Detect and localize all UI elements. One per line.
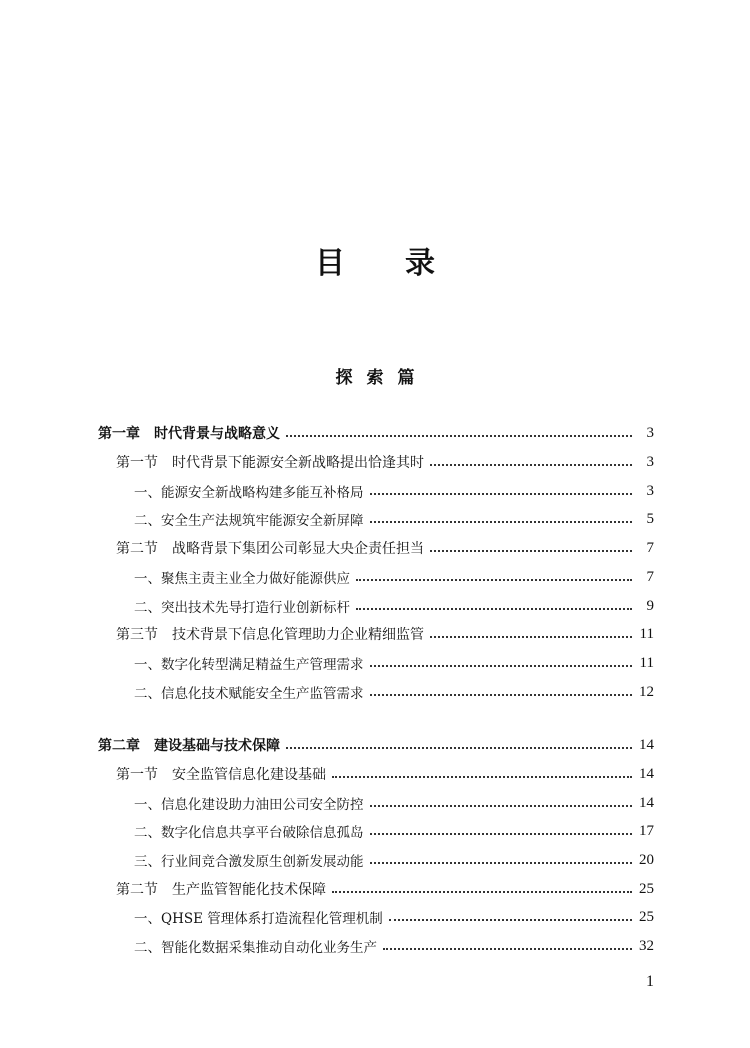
dot-leader: [430, 550, 632, 552]
toc-text: 三、行业间竞合激发原生创新发展动能: [134, 854, 364, 870]
dot-leader: [370, 665, 633, 667]
toc-page: 5: [646, 510, 654, 527]
toc-page: 11: [639, 654, 654, 671]
dot-leader: [286, 435, 632, 437]
dot-leader: [370, 493, 633, 495]
dot-leader: [389, 919, 632, 921]
toc-page: 3: [646, 482, 654, 499]
page-number: 1: [646, 973, 654, 990]
toc-text: 生产监管智能化技术保障: [172, 882, 326, 898]
dot-leader: [332, 891, 632, 893]
toc-row[interactable]: [134, 848, 654, 872]
part-title: 探索篇: [335, 368, 429, 388]
toc-text: 技术背景下信息化管理助力企业精细监管: [172, 627, 424, 643]
dot-leader: [286, 747, 632, 749]
dot-leader: [370, 521, 633, 523]
toc-page: 7: [646, 539, 654, 556]
toc-row[interactable]: [134, 479, 654, 503]
toc-page: 17: [639, 822, 654, 839]
toc-page: 14: [639, 794, 654, 811]
dot-leader: [370, 805, 633, 807]
toc-num: 第三节: [116, 627, 158, 643]
toc-num: 第一节: [116, 767, 158, 783]
toc-text: 二、数字化信息共享平台破除信息孤岛: [134, 825, 364, 841]
toc-num: 第一章: [98, 426, 140, 442]
dot-leader: [370, 694, 633, 696]
toc-page: 25: [639, 908, 654, 925]
toc-num: 第二节: [116, 882, 158, 898]
toc-page: 3: [646, 453, 654, 470]
dot-leader: [332, 776, 632, 778]
toc-num: 第二章: [98, 738, 140, 754]
toc-text: 战略背景下集团公司彰显大央企责任担当: [172, 541, 424, 557]
toc-page: 20: [639, 851, 654, 868]
toc-text: 建设基础与技术保障: [154, 738, 280, 754]
toc-text: 二、信息化技术赋能安全生产监管需求: [134, 686, 364, 702]
toc-page: 11: [639, 625, 654, 642]
toc-row[interactable]: [116, 762, 654, 786]
toc-text: 一、聚焦主责主业全力做好能源供应: [134, 571, 350, 587]
toc-page: 12: [639, 683, 654, 700]
toc-row[interactable]: [134, 791, 654, 815]
toc-text: 一、数字化转型满足精益生产管理需求: [134, 657, 364, 673]
dot-leader: [370, 862, 633, 864]
dot-leader: [356, 579, 632, 581]
toc-row[interactable]: [116, 450, 654, 474]
toc-row[interactable]: [134, 905, 654, 929]
toc-text: 二、安全生产法规筑牢能源安全新屏障: [134, 513, 364, 529]
toc-row[interactable]: [98, 421, 654, 445]
toc-row[interactable]: [134, 934, 654, 958]
toc-text: 时代背景下能源安全新战略提出恰逢其时: [172, 455, 424, 471]
toc-text: 二、智能化数据采集推动自动化业务生产: [134, 940, 377, 956]
toc-page: 14: [639, 736, 654, 753]
toc-text: 安全监管信息化建设基础: [172, 767, 326, 783]
toc-text: 一、能源安全新战略构建多能互补格局: [134, 485, 364, 501]
toc-row[interactable]: [98, 733, 654, 757]
toc-row[interactable]: [116, 536, 654, 560]
dot-leader: [383, 948, 632, 950]
toc-row[interactable]: [134, 819, 654, 843]
dot-leader: [430, 464, 632, 466]
toc-page: 3: [646, 424, 654, 441]
toc-page: 9: [646, 597, 654, 614]
toc-num: 第二节: [116, 541, 158, 557]
toc-row[interactable]: [116, 622, 654, 646]
dot-leader: [430, 636, 632, 638]
toc-page: 25: [639, 880, 654, 897]
toc-text: 一、QHSE 管理体系打造流程化管理机制: [134, 911, 383, 927]
toc-row[interactable]: [134, 507, 654, 531]
toc-page: 32: [639, 937, 654, 954]
dot-leader: [356, 608, 632, 610]
page-title: 目录: [315, 246, 495, 281]
toc-row[interactable]: [134, 680, 654, 704]
toc-num: 第一节: [116, 455, 158, 471]
toc-text: 时代背景与战略意义: [154, 426, 280, 442]
dot-leader: [370, 833, 633, 835]
toc-page: 7: [646, 568, 654, 585]
toc-row[interactable]: [134, 594, 654, 618]
toc-row[interactable]: [116, 877, 654, 901]
toc-row[interactable]: [134, 651, 654, 675]
toc-text: 二、突出技术先导打造行业创新标杆: [134, 600, 350, 616]
toc-row[interactable]: [134, 565, 654, 589]
toc-page: 14: [639, 765, 654, 782]
toc-text: 一、信息化建设助力油田公司安全防控: [134, 797, 364, 813]
